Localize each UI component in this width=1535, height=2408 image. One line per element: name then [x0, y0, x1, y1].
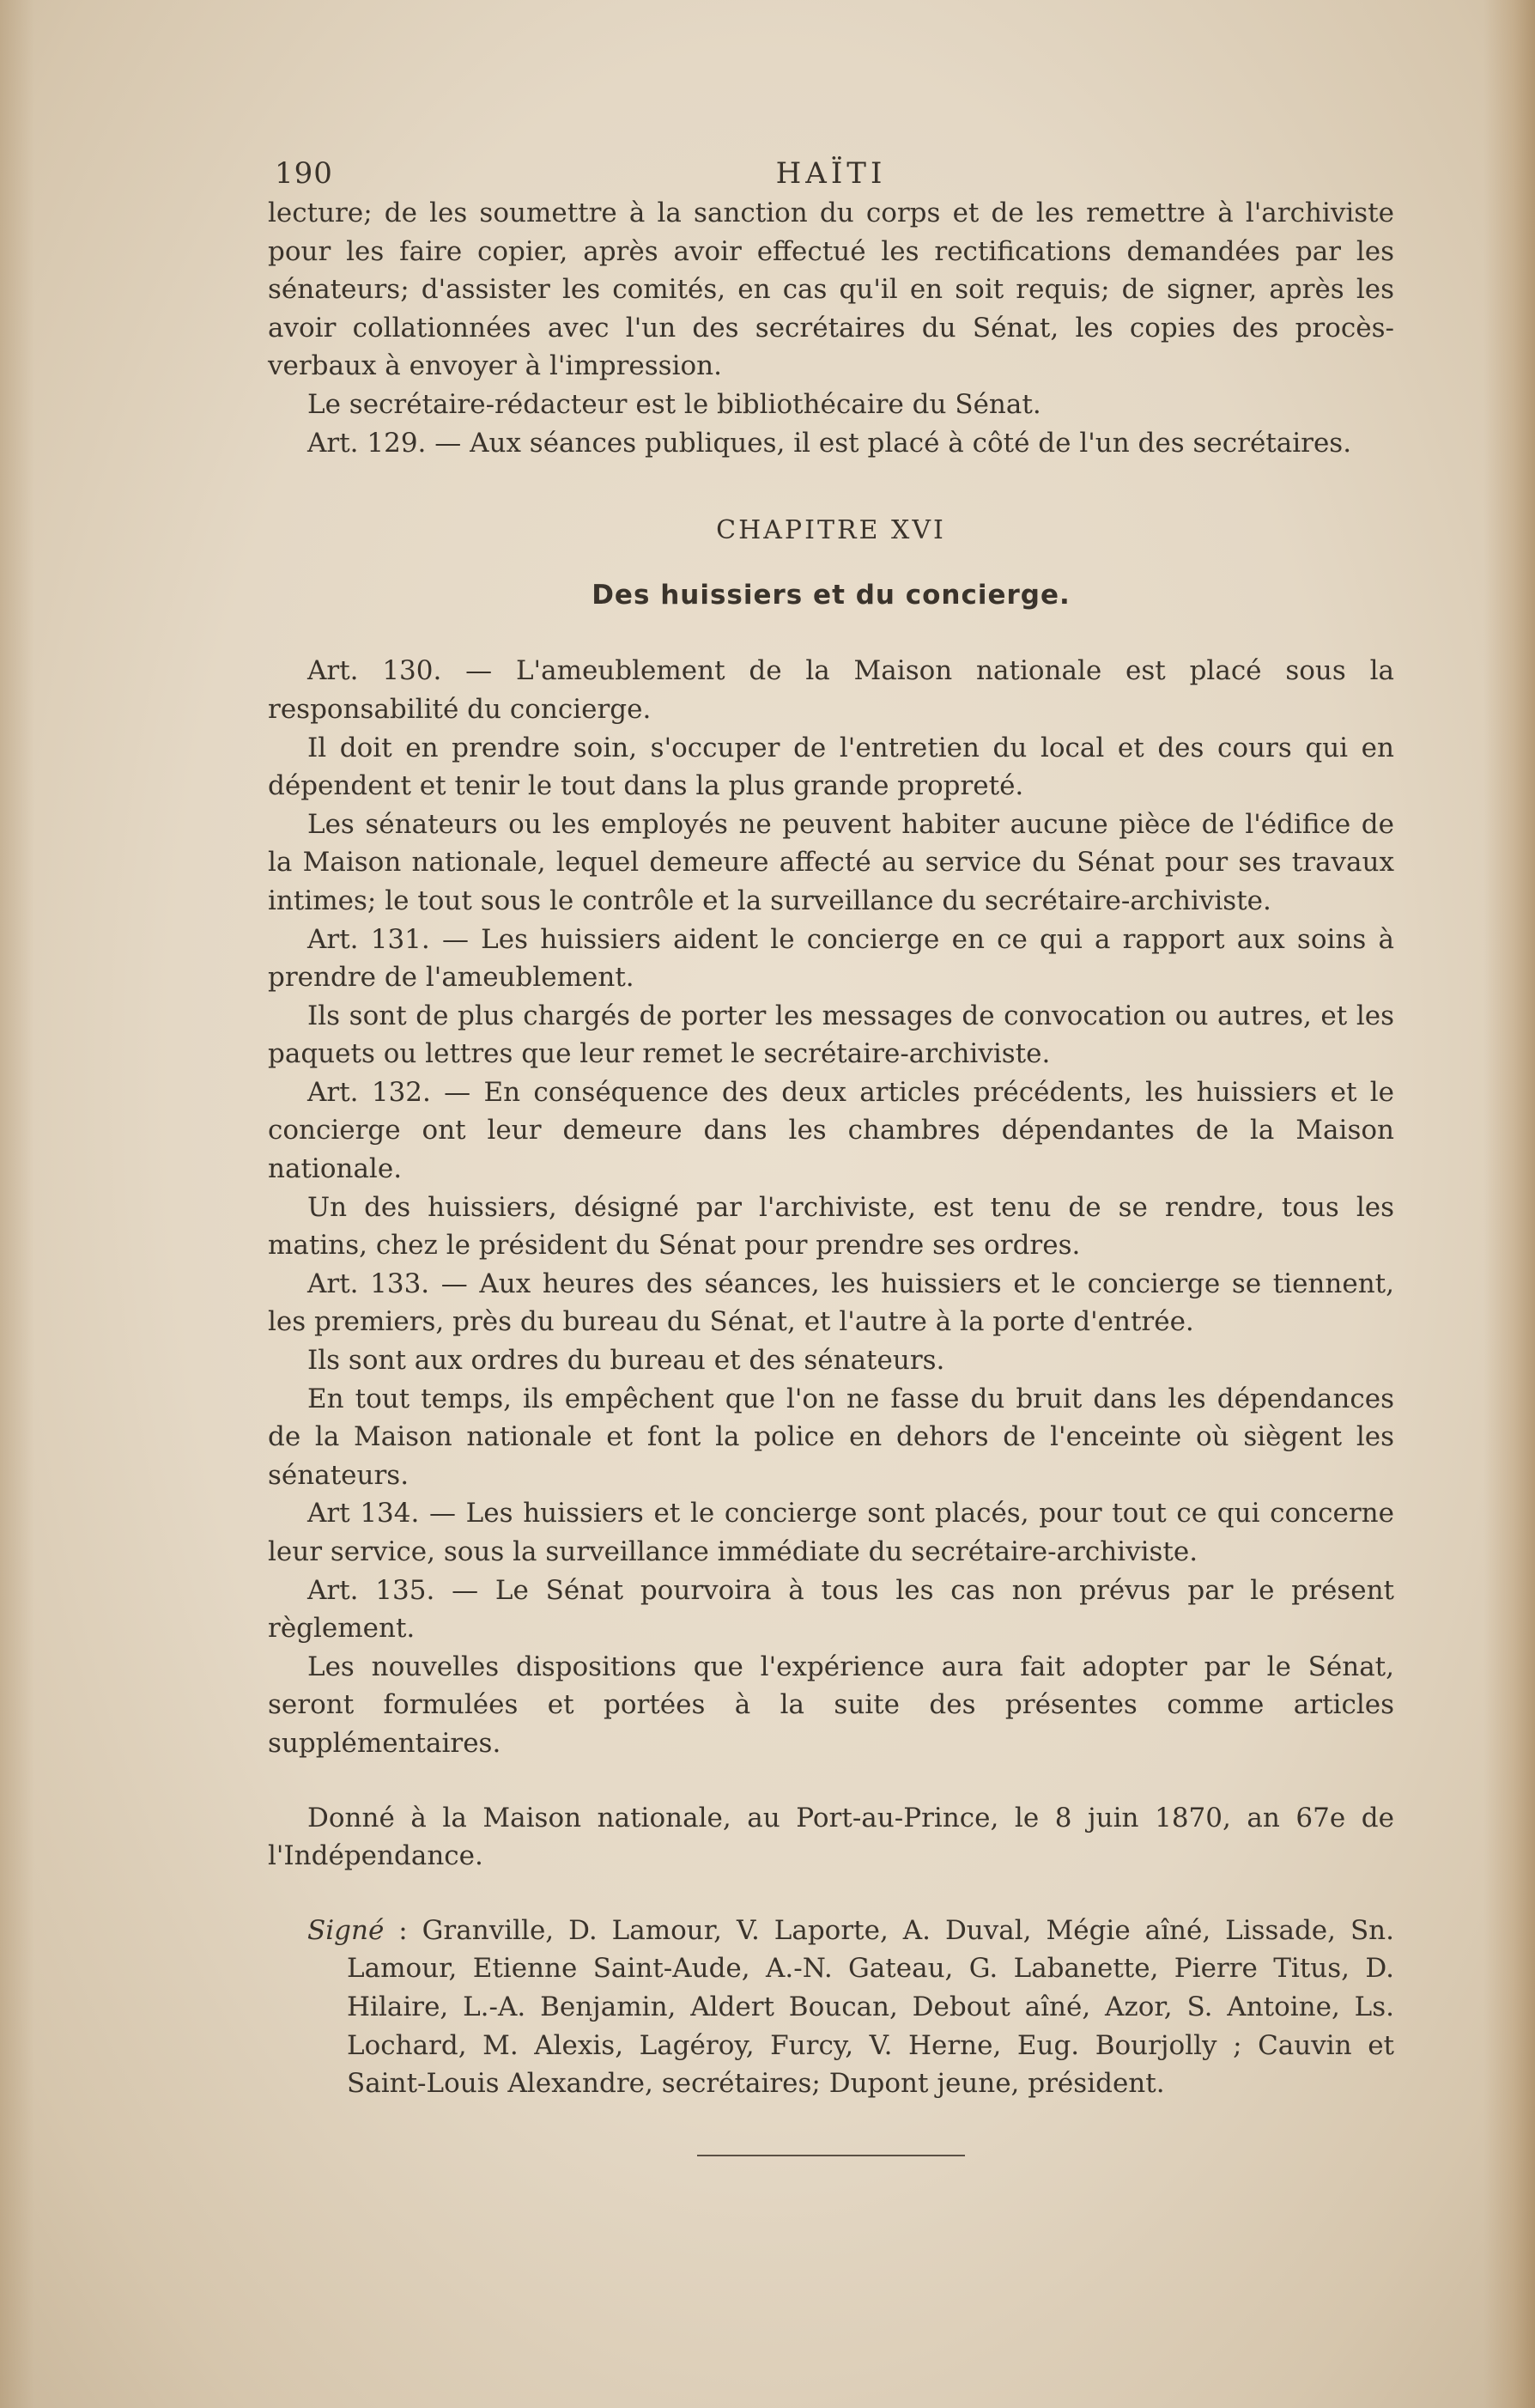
paragraph: En tout temps, ils empêchent que l'on ne fasse du bruit dans les dépendances de la Maison nationale et font la police en dehors de l'enceinte où siègent les sénateurs. [268, 1383, 1394, 1491]
paragraph: lecture; de les soumettre à la sanction du corps et de les remettre à l'archiviste pour les faire copier, après avoir effectué les rectifications demandées par les sénateurs; d'assister les comités, en cas qu'il en soit requis; de signer, après les avoir collationnées avec l'un des secrétaires du Sénat, les copies des procès-verbaux à envoyer à l'impression. [268, 198, 1394, 382]
end-rule [697, 2155, 965, 2156]
paragraph: Ils sont de plus chargés de porter les messages de convocation ou autres, et les paquets ou lettres que leur remet le secrétaire-archiviste. [268, 1000, 1394, 1070]
page-header [268, 155, 1394, 194]
paragraph: Les nouvelles dispositions que l'expérience aura fait adopter par le Sénat, seront formulées et portées à la suite des présentes comme articles supplémentaires. [268, 1651, 1394, 1759]
signatory-names: : Granville, D. Lamour, V. Laporte, A. Duval, Mégie aîné, Lissade, Sn. Lamour, Etienne Saint-Aude, A.-N. Gateau, G. Labanette, Pierre Titus, D. Hilaire, L.-A. Benjamin, Aldert Boucan, Debout aîné, Azor, S. Antoine, Ls. Lochard, M. Alexis, Lagéroy, Furcy, V. Herne, Eug. Bourjolly ; Cauvin et Saint-Louis Alexandre, secrétaires; Dupont jeune, président. [347, 1914, 1394, 2100]
paragraph: Art 134. — Les huissiers et le concierge sont placés, pour tout ce qui concerne leur service, sous la surveillance immédiate du secrétaire-archiviste. [268, 1498, 1394, 1567]
signatories [268, 1912, 1394, 2103]
paragraph: Il doit en prendre soin, s'occuper de l'entretien du local et des cours qui en dépendent et tenir le tout dans la plus grande propreté. [268, 732, 1394, 802]
given-at-paragraph: Donné à la Maison nationale, au Port-au-Prince, le 8 juin 1870, an 67e de l'Indépendance. [268, 1802, 1394, 1872]
paragraph: Art. 131. — Les huissiers aident le concierge en ce qui a rapport aux soins à prendre de l'ameublement. [268, 923, 1394, 994]
paragraph: Le secrétaire-rédacteur est le bibliothécaire du Sénat. [307, 388, 1041, 420]
paragraph: Art. 130. — L'ameublement de la Maison nationale est placé sous la responsabilité du concierge. [268, 655, 1394, 725]
page-number: 190 [275, 156, 333, 191]
page-edge-left [0, 0, 34, 2408]
paragraph: Art. 135. — Le Sénat pourvoira à tous les cas non prévus par le présent règlement. [268, 1574, 1394, 1645]
paragraph: Art. 133. — Aux heures des séances, les huissiers et le concierge se tiennent, les premiers, près du bureau du Sénat, et l'autre à la porte d'entrée. [268, 1268, 1394, 1338]
page-edge-right [1483, 0, 1535, 2408]
running-head: HAÏTI [775, 156, 887, 191]
paragraph: Un des huissiers, désigné par l'archiviste, est tenu de se rendre, tous les matins, chez le président du Sénat pour prendre ses ordres. [268, 1191, 1394, 1262]
paragraph: Ils sont aux ordres du bureau et des sénateurs. [307, 1345, 945, 1377]
page-content [268, 155, 1394, 2156]
chapter-title: Des huissiers et du concierge. [592, 579, 1071, 611]
paragraph: Art. 132. — En conséquence des deux articles précédents, les huissiers et le concierge ont leur demeure dans les chambres dépendantes de la Maison nationale. [268, 1076, 1394, 1185]
paragraph: Art. 129. — Aux séances publiques, il est placé à côté de l'un des secrétaires. [307, 427, 1352, 459]
paragraph: Les sénateurs ou les employés ne peuvent habiter aucune pièce de l'édifice de la Maison nationale, lequel demeure affecté au service du Sénat pour ses travaux intimes; le tout sous le contrôle et la surveillance du secrétaire-archiviste. [268, 808, 1394, 916]
chapter-number: CHAPITRE XVI [716, 515, 946, 546]
signed-label: Signé [307, 1914, 385, 1946]
